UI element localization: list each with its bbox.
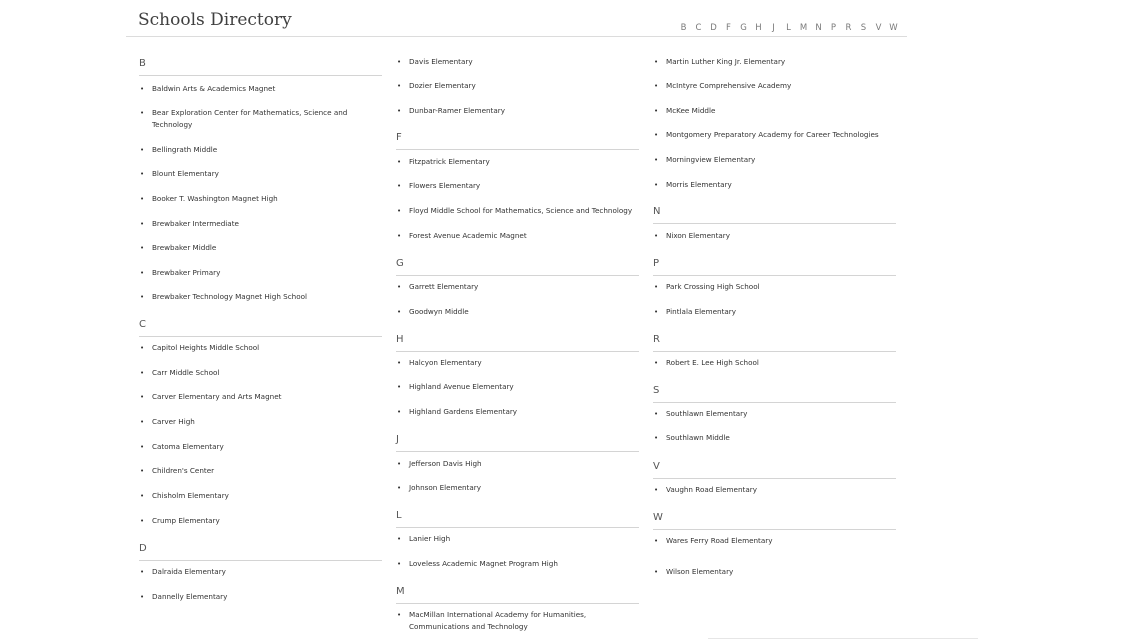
school-name: Floyd Middle School for Mathematics, Science and Technology <box>409 206 633 215</box>
school-link[interactable] <box>653 105 896 117</box>
school-link[interactable] <box>653 306 896 318</box>
bullet-icon: • <box>397 82 402 90</box>
school-name: Booker T. Washington Magnet High <box>152 194 278 203</box>
school-name: Dalraida Elementary <box>152 567 226 576</box>
school-name: Forest Avenue Academic Magnet <box>409 231 527 240</box>
bullet-icon: • <box>654 58 659 66</box>
school-link[interactable] <box>653 535 896 547</box>
letter-heading: V <box>653 461 660 472</box>
alpha-link-j[interactable]: J <box>772 23 775 33</box>
school-link[interactable] <box>139 391 382 403</box>
school-name: Montgomery Preparatory Academy for Career Technologies <box>666 130 879 139</box>
bullet-icon: • <box>654 486 659 494</box>
school-name: Brewbaker Technology Magnet High School <box>152 292 308 301</box>
school-link[interactable] <box>396 105 639 117</box>
school-link[interactable] <box>139 218 382 230</box>
bullet-icon: • <box>654 283 659 291</box>
school-name: Pintlala Elementary <box>666 307 737 316</box>
school-link[interactable] <box>139 367 382 379</box>
alpha-link-h[interactable]: H <box>755 23 762 33</box>
bullet-icon: • <box>397 560 402 568</box>
bullet-icon: • <box>654 232 659 240</box>
bullet-icon: • <box>397 535 402 543</box>
school-link[interactable] <box>396 558 639 570</box>
alpha-link-l[interactable]: L <box>786 23 791 33</box>
letter-divider <box>653 402 896 403</box>
school-name: Lanier High <box>409 534 451 543</box>
school-name: Davis Elementary <box>409 57 473 66</box>
bullet-icon: • <box>140 109 145 117</box>
school-link[interactable] <box>396 381 639 393</box>
letter-divider <box>653 275 896 276</box>
letter-divider <box>396 451 639 452</box>
school-name: Dunbar-Ramer Elementary <box>409 106 505 115</box>
school-link[interactable] <box>139 267 382 279</box>
school-link[interactable] <box>653 56 896 68</box>
letter-divider <box>396 603 639 604</box>
school-name: Southlawn Elementary <box>666 409 748 418</box>
school-name: Morningview Elementary <box>666 155 756 164</box>
bullet-icon: • <box>140 85 145 93</box>
letter-heading: R <box>653 334 660 345</box>
school-link[interactable] <box>139 291 382 303</box>
letter-divider <box>396 527 639 528</box>
bullet-icon: • <box>397 207 402 215</box>
letter-heading: B <box>139 58 146 69</box>
school-name: Crump Elementary <box>152 516 220 525</box>
bullet-icon: • <box>654 568 659 576</box>
alpha-link-c[interactable]: C <box>695 23 702 33</box>
school-name: Fitzpatrick Elementary <box>409 157 490 166</box>
bullet-icon: • <box>140 244 145 252</box>
bullet-icon: • <box>140 269 145 277</box>
bullet-icon: • <box>397 611 402 619</box>
school-name: Wares Ferry Road Elementary <box>666 536 773 545</box>
bullet-icon: • <box>397 283 402 291</box>
bullet-icon: • <box>654 537 659 545</box>
school-link[interactable] <box>653 432 896 444</box>
school-name: Bellingrath Middle <box>152 145 218 154</box>
letter-divider <box>396 351 639 352</box>
school-name: Martin Luther King Jr. Elementary <box>666 57 786 66</box>
school-name: Goodwyn Middle <box>409 307 469 316</box>
school-link[interactable] <box>396 156 639 168</box>
school-link[interactable] <box>139 566 382 578</box>
school-name: Jefferson Davis High <box>409 459 482 468</box>
school-link[interactable] <box>653 357 896 369</box>
bullet-icon: • <box>654 181 659 189</box>
bullet-icon: • <box>654 308 659 316</box>
alpha-link-v[interactable]: V <box>875 23 882 33</box>
school-link[interactable] <box>653 408 896 420</box>
bullet-icon: • <box>654 131 659 139</box>
school-name: Wilson Elementary <box>666 567 734 576</box>
school-link[interactable] <box>139 591 382 603</box>
school-link[interactable] <box>653 230 896 242</box>
school-link[interactable] <box>396 406 639 418</box>
school-name: Morris Elementary <box>666 180 732 189</box>
school-name: Loveless Academic Magnet Program High <box>409 559 558 568</box>
school-name: Dannelly Elementary <box>152 592 228 601</box>
letter-heading: N <box>653 206 661 217</box>
school-name: Dozier Elementary <box>409 81 476 90</box>
bullet-icon: • <box>397 182 402 190</box>
school-link[interactable] <box>653 129 896 141</box>
school-name: McKee Middle <box>666 106 716 115</box>
school-link[interactable] <box>139 83 382 95</box>
school-name: Highland Gardens Elementary <box>409 407 518 416</box>
bullet-icon: • <box>140 443 145 451</box>
school-link[interactable] <box>396 56 639 68</box>
bullet-icon: • <box>140 517 145 525</box>
school-link[interactable] <box>396 357 639 369</box>
school-link[interactable] <box>139 242 382 254</box>
bullet-icon: • <box>140 492 145 500</box>
bullet-icon: • <box>397 383 402 391</box>
bullet-icon: • <box>654 359 659 367</box>
school-name: Vaughn Road Elementary <box>666 485 757 494</box>
bullet-icon: • <box>654 434 659 442</box>
alpha-link-m[interactable]: M <box>799 23 808 33</box>
school-name: McIntyre Comprehensive Academy <box>666 81 792 90</box>
bullet-icon: • <box>140 293 145 301</box>
bullet-icon: • <box>140 467 145 475</box>
school-name: Bear Exploration Center for Mathematics, Science and Technology <box>152 108 348 129</box>
letter-divider <box>139 336 382 337</box>
bullet-icon: • <box>140 418 145 426</box>
letter-heading: S <box>653 385 660 396</box>
school-link[interactable] <box>139 515 382 527</box>
letter-heading: C <box>139 319 146 330</box>
directory-column-3 <box>653 0 896 641</box>
letter-divider <box>653 529 896 530</box>
school-link[interactable] <box>396 609 639 633</box>
letter-divider <box>139 560 382 561</box>
school-link[interactable] <box>139 144 382 156</box>
letter-heading: L <box>396 510 402 521</box>
school-link[interactable] <box>653 179 896 191</box>
school-link[interactable] <box>139 342 382 354</box>
bullet-icon: • <box>397 308 402 316</box>
school-name: Chisholm Elementary <box>152 491 229 500</box>
bullet-icon: • <box>140 568 145 576</box>
school-link[interactable] <box>139 168 382 180</box>
school-name: Blount Elementary <box>152 169 219 178</box>
school-name: Robert E. Lee High School <box>666 358 759 367</box>
letter-divider <box>396 149 639 150</box>
school-name: Brewbaker Primary <box>152 268 221 277</box>
school-link[interactable] <box>653 484 896 496</box>
bullet-icon: • <box>140 146 145 154</box>
letter-heading: H <box>396 334 404 345</box>
school-name: Halcyon Elementary <box>409 358 482 367</box>
school-link[interactable] <box>396 180 639 192</box>
school-name: Carver Elementary and Arts Magnet <box>152 392 282 401</box>
letter-heading: M <box>396 586 405 597</box>
bullet-icon: • <box>397 232 402 240</box>
bullet-icon: • <box>140 220 145 228</box>
school-name: Carver High <box>152 417 195 426</box>
school-link[interactable] <box>396 306 639 318</box>
letter-divider <box>653 478 896 479</box>
alpha-link-g[interactable]: G <box>740 23 747 33</box>
school-name: Park Crossing High School <box>666 282 760 291</box>
directory-column-1 <box>139 0 382 641</box>
bullet-icon: • <box>654 82 659 90</box>
bullet-icon: • <box>397 460 402 468</box>
school-name: Carr Middle School <box>152 368 220 377</box>
school-link[interactable] <box>396 533 639 545</box>
school-link[interactable] <box>139 193 382 205</box>
letter-heading: J <box>396 434 399 445</box>
letter-divider <box>653 223 896 224</box>
bullet-icon: • <box>140 593 145 601</box>
school-link[interactable] <box>139 490 382 502</box>
letter-heading: G <box>396 258 404 269</box>
school-name: Capitol Heights Middle School <box>152 343 260 352</box>
bullet-icon: • <box>397 158 402 166</box>
school-name: Flowers Elementary <box>409 181 481 190</box>
school-link[interactable] <box>396 205 639 217</box>
school-name: Highland Avenue Elementary <box>409 382 514 391</box>
letter-divider <box>139 75 382 76</box>
school-link[interactable] <box>653 154 896 166</box>
letter-heading: W <box>653 512 663 523</box>
school-name: MacMillan International Academy for Humanities, Communications and Technology <box>409 610 587 631</box>
bullet-icon: • <box>397 359 402 367</box>
school-link[interactable] <box>139 416 382 428</box>
school-link[interactable] <box>653 80 896 92</box>
school-link[interactable] <box>396 230 639 242</box>
school-link[interactable] <box>139 465 382 477</box>
school-link[interactable] <box>653 566 896 578</box>
alpha-link-f[interactable]: F <box>726 23 731 33</box>
school-link[interactable] <box>396 281 639 293</box>
school-link[interactable] <box>396 482 639 494</box>
school-name: Johnson Elementary <box>409 483 481 492</box>
letter-heading: P <box>653 258 660 269</box>
school-link[interactable] <box>653 281 896 293</box>
bullet-icon: • <box>397 107 402 115</box>
page-title: Schools Directory <box>138 10 292 30</box>
bullet-icon: • <box>654 107 659 115</box>
school-name: Children's Center <box>152 466 215 475</box>
bullet-icon: • <box>397 58 402 66</box>
letter-divider <box>396 275 639 276</box>
bullet-icon: • <box>140 170 145 178</box>
bullet-icon: • <box>140 344 145 352</box>
bullet-icon: • <box>397 484 402 492</box>
alpha-link-d[interactable]: D <box>710 23 717 33</box>
school-link[interactable] <box>396 458 639 470</box>
school-name: Garrett Elementary <box>409 282 479 291</box>
school-name: Nixon Elementary <box>666 231 731 240</box>
school-link[interactable] <box>396 80 639 92</box>
alpha-link-b[interactable]: B <box>680 23 687 33</box>
alpha-link-n[interactable]: N <box>815 23 822 33</box>
school-name: Brewbaker Middle <box>152 243 217 252</box>
alpha-link-s[interactable]: S <box>860 23 867 33</box>
school-link[interactable] <box>139 441 382 453</box>
bullet-icon: • <box>654 410 659 418</box>
alpha-link-w[interactable]: W <box>889 23 898 33</box>
bullet-icon: • <box>140 195 145 203</box>
alpha-link-r[interactable]: R <box>845 23 852 33</box>
school-link[interactable] <box>139 107 382 131</box>
bullet-icon: • <box>654 156 659 164</box>
school-name: Brewbaker Intermediate <box>152 219 239 228</box>
school-name: Catoma Elementary <box>152 442 224 451</box>
letter-heading: D <box>139 543 147 554</box>
bullet-icon: • <box>140 393 145 401</box>
bullet-icon: • <box>140 369 145 377</box>
footer-divider <box>708 638 978 639</box>
school-name: Baldwin Arts & Academics Magnet <box>152 84 276 93</box>
alpha-link-p[interactable]: P <box>830 23 837 33</box>
directory-column-2 <box>396 0 639 641</box>
school-name: Southlawn Middle <box>666 433 730 442</box>
letter-divider <box>653 351 896 352</box>
letter-heading: F <box>396 132 402 143</box>
bullet-icon: • <box>397 408 402 416</box>
